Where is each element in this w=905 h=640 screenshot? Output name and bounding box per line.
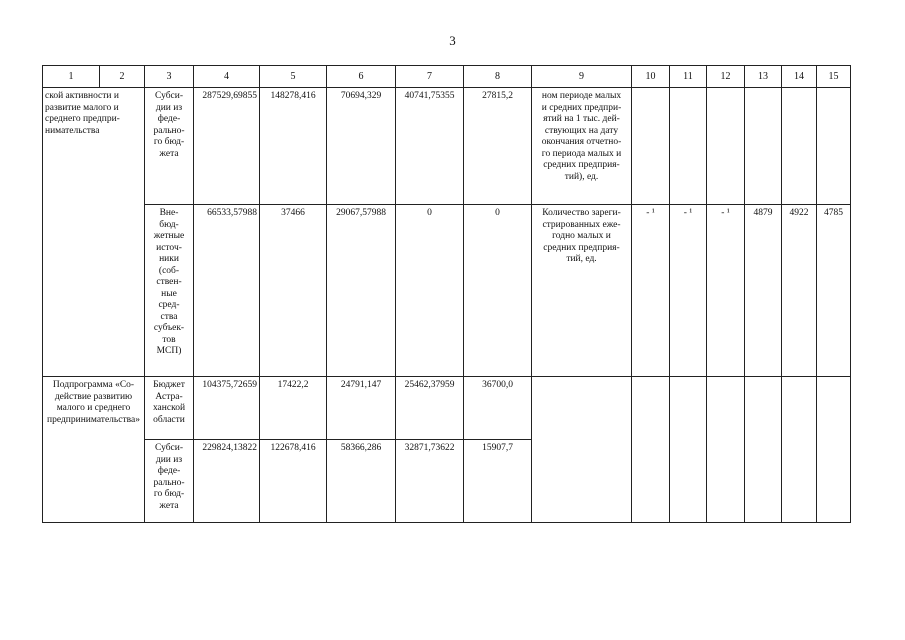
value-cell <box>782 377 817 523</box>
amount-cell: 0 <box>396 205 464 377</box>
header-cell: 11 <box>670 66 707 88</box>
amount-cell: 287529,69855 <box>194 88 260 205</box>
funding-source-cell: Субси- дии из феде- рально- го бюд- жета <box>145 88 194 205</box>
header-cell: 15 <box>817 66 851 88</box>
amount-cell: 70694,329 <box>327 88 396 205</box>
amount-cell: 32871,73622 <box>396 440 464 523</box>
amount-cell: 25462,37959 <box>396 377 464 440</box>
header-cell: 9 <box>532 66 632 88</box>
funding-source-cell: Субси- дии из феде- рально- го бюд- жета <box>145 440 194 523</box>
table-row <box>43 88 851 205</box>
amount-cell: 66533,57988 <box>194 205 260 377</box>
amount-cell: 29067,57988 <box>327 205 396 377</box>
funding-source-cell: Вне- бюд- жетные источ- ники (соб- ствен- ные сред- ства субъек- тов МСП) <box>145 205 194 377</box>
page-number: 3 <box>449 33 456 48</box>
header-cell: 14 <box>782 66 817 88</box>
amount-cell: 40741,75355 <box>396 88 464 205</box>
header-cell: 10 <box>632 66 670 88</box>
value-cell <box>707 88 745 205</box>
amount-cell: 122678,416 <box>260 440 327 523</box>
amount-cell: 17422,2 <box>260 377 327 440</box>
value-cell <box>670 377 707 523</box>
indicator-cell: Количество зареги- стрированных еже- годно малых и средних предприя- тий, ед. <box>532 205 632 377</box>
value-cell <box>707 377 745 523</box>
value-cell: 4879 <box>745 205 782 377</box>
header-cell: 6 <box>327 66 396 88</box>
value-cell: 4785 <box>817 205 851 377</box>
amount-cell: 148278,416 <box>260 88 327 205</box>
table-row <box>43 377 851 440</box>
value-cell: - ¹ <box>707 205 745 377</box>
value-cell <box>817 377 851 523</box>
amount-cell: 58366,286 <box>327 440 396 523</box>
header-row <box>43 66 851 88</box>
amount-cell: 36700,0 <box>464 377 532 440</box>
indicator-cell: ном периоде малых и средних предпри- ятий на 1 тыс. дей- ствующих на дату окончания отчетно- го периода малых и средних предприя- тий), ед. <box>532 88 632 205</box>
header-cell: 13 <box>745 66 782 88</box>
funding-source-cell: Бюджет Астра- ханской области <box>145 377 194 440</box>
amount-cell: 15907,7 <box>464 440 532 523</box>
value-cell <box>632 377 670 523</box>
amount-cell: 27815,2 <box>464 88 532 205</box>
activity-name-cell: ской активности и развитие малого и среднего предпри- нимательства <box>43 88 145 377</box>
value-cell <box>745 88 782 205</box>
value-cell: - ¹ <box>632 205 670 377</box>
amount-cell: 37466 <box>260 205 327 377</box>
program-table <box>42 65 851 523</box>
amount-cell: 104375,72659 <box>194 377 260 440</box>
amount-cell: 0 <box>464 205 532 377</box>
header-cell: 12 <box>707 66 745 88</box>
header-cell: 4 <box>194 66 260 88</box>
indicator-cell <box>532 377 632 523</box>
value-cell <box>745 377 782 523</box>
header-cell: 2 <box>100 66 145 88</box>
header-cell: 5 <box>260 66 327 88</box>
header-cell: 1 <box>43 66 100 88</box>
amount-cell: 24791,147 <box>327 377 396 440</box>
table-row <box>43 205 851 377</box>
subprogram-name-cell: Подпрограмма «Со- действие развитию малого и среднего предпринимательства» <box>43 377 145 523</box>
header-cell: 3 <box>145 66 194 88</box>
value-cell <box>782 88 817 205</box>
header-cell: 7 <box>396 66 464 88</box>
header-cell: 8 <box>464 66 532 88</box>
value-cell <box>817 88 851 205</box>
value-cell <box>632 88 670 205</box>
value-cell <box>670 88 707 205</box>
value-cell: - ¹ <box>670 205 707 377</box>
value-cell: 4922 <box>782 205 817 377</box>
amount-cell: 229824,13822 <box>194 440 260 523</box>
